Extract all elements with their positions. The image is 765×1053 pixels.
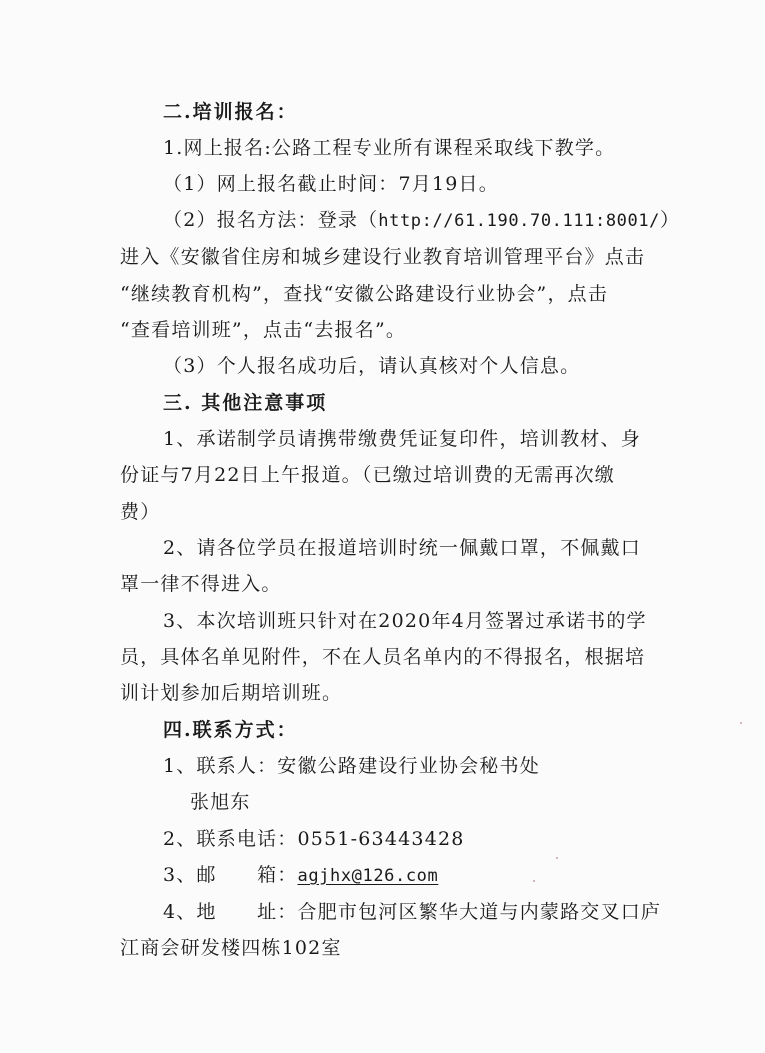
note-item2-line1: 2、请各位学员在报道培训时统一佩戴口罩，不佩戴口 [163,537,641,559]
contact-person-label: 1、联系人：安徽公路建设行业协会秘书处 [163,755,540,777]
scan-speck [740,722,742,724]
contact-phone: 2、联系电话：0551-63443428 [163,828,465,850]
note-item1-line1: 1、承诺制学员请携带缴费凭证复印件，培训教材、身 [163,428,641,450]
contact-address-line2: 江商会研发楼四栋102室 [120,937,342,959]
registration-method-line1 [163,208,680,233]
section-registration-heading: 二.培训报名： [163,101,298,123]
note-item2-line2: 罩一律不得进入。 [120,573,282,595]
platform-url-link[interactable]: http://61.190.70.111:8001/ [378,211,661,231]
section-contact-heading: 四.联系方式： [163,719,298,741]
email-link[interactable]: agjhx@126.com [297,866,439,886]
registration-verify: （3）个人报名成功后，请认真核对个人信息。 [163,355,581,377]
note-item1-line2: 份证与7月22日上午报道。（已缴过培训费的无需再次缴 [120,464,615,486]
registration-deadline: （1）网上报名截止时间：7月19日。 [163,173,499,195]
scan-speck [533,880,535,882]
online-registration-intro: 1.网上报名:公路工程专业所有课程采取线下教学。 [163,137,616,159]
registration-method-line4: “查看培训班”，点击“去报名”。 [120,319,407,341]
note-item3-line2: 员，具体名单见附件，不在人员名单内的不得报名，根据培 [120,646,646,668]
scan-speck [556,857,558,859]
note-item3-line1: 3、本次培训班只针对在2020年4月签署过承诺书的学 [163,610,647,632]
registration-method-line2: 进入《安徽省住房和城乡建设行业教育培训管理平台》点击 [120,246,646,268]
contact-address-line1: 4、地 址：合肥市包河区繁华大道与内蒙路交叉口庐 [163,901,662,923]
section-notes-heading: 三. 其他注意事项 [163,392,328,414]
email-label: 3、邮 箱： [163,864,298,886]
registration-method-line3: “继续教育机构”，查找“安徽公路建设行业协会”，点击 [120,283,609,305]
method-prefix: （2）报名方法：登录（ [163,209,379,231]
contact-email-row [163,863,438,888]
method-suffix: ） [660,209,681,231]
note-item3-line3: 训计划参加后期培训班。 [120,682,343,704]
note-item1-line3: 费） [120,501,161,523]
contact-person-name: 张旭东 [190,791,251,813]
